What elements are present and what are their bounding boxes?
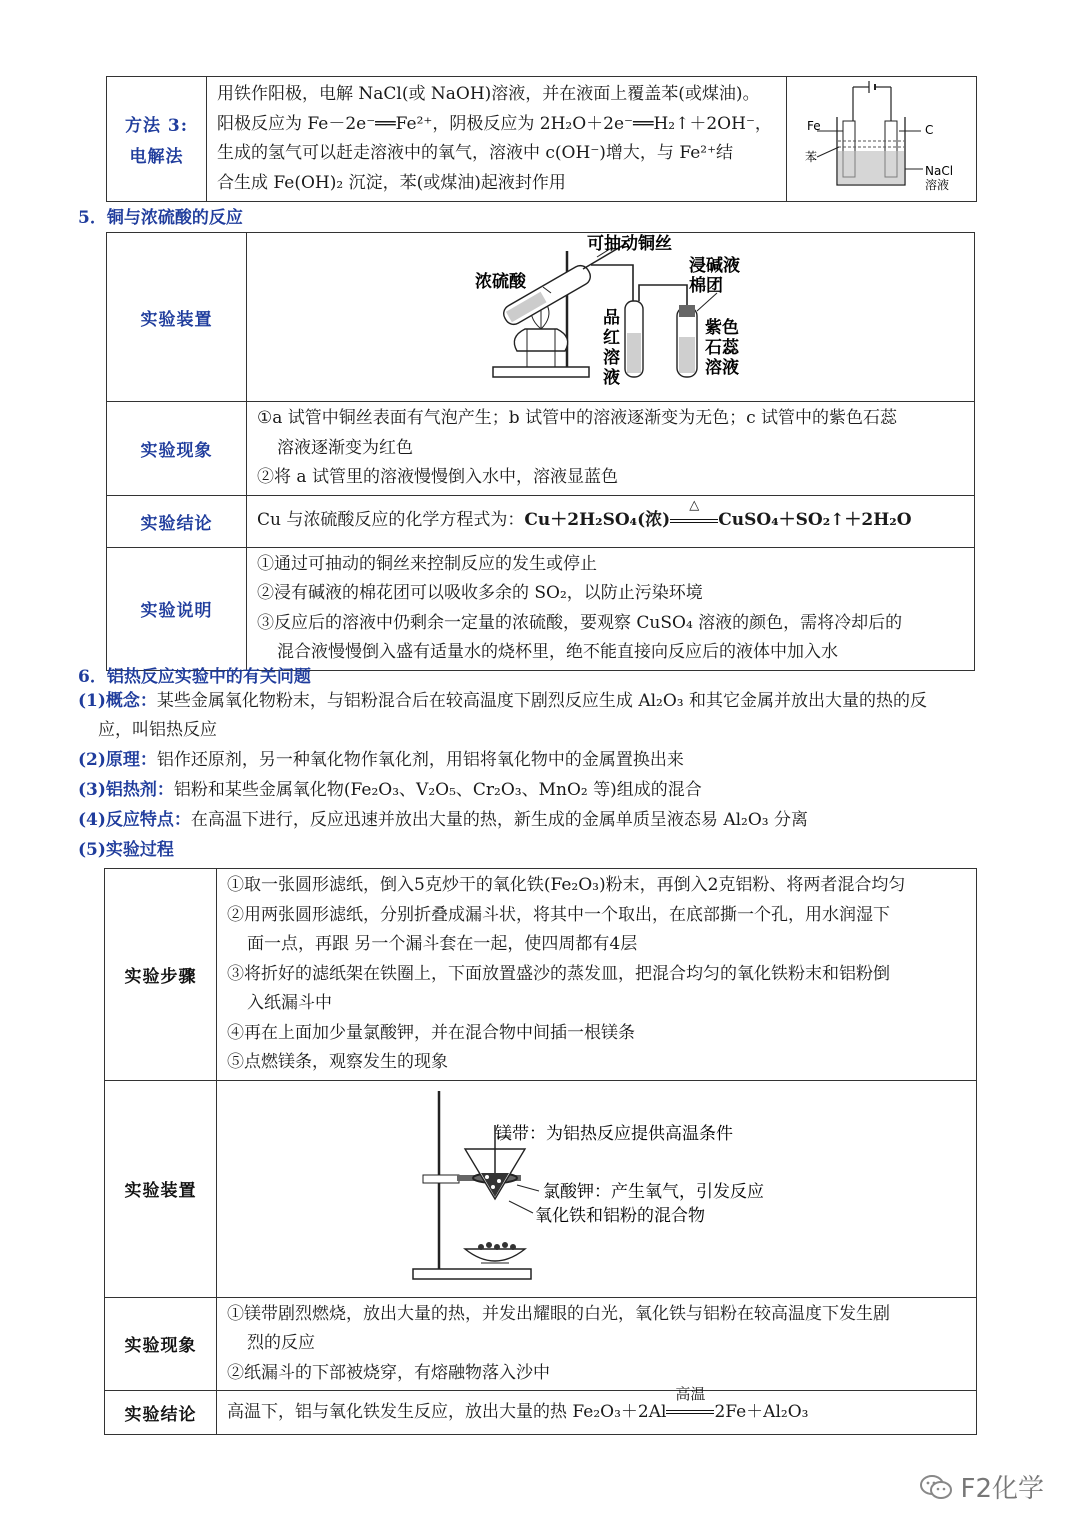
process-head: (5)实验过程 [78, 840, 174, 860]
sec6-concept [78, 687, 1020, 717]
electrolysis-figure [787, 77, 975, 197]
sec5-notes [247, 547, 975, 670]
sec5-setup-label: 实验装置 [107, 233, 247, 402]
features-body: 在高温下进行，反应迅速并放出大量的热，新生成的金属单质呈液态易 Al₂O₃ 分离 [190, 810, 809, 830]
sec6-steps-label: 实验步骤 [105, 869, 217, 1081]
note-line: ①通过可抽动的铜丝来控制反应的发生或停止 [257, 553, 597, 574]
equation-right: CuSO₄＋SO₂↑＋2H₂O [718, 510, 912, 531]
note-line: ③反应后的溶液中仍剩余一定量的浓硫酸，要观察 CuSO₄ 溶液的颜色，需将冷却后的 [257, 612, 903, 633]
heat-mark: △ [689, 498, 700, 514]
fig-label-cotton1: 浸碱液 [689, 256, 740, 276]
method3-line: 用铁作阳极，电解 NaCl(或 NaOH)溶液，并在液面上覆盖苯(或煤油)。 [217, 84, 760, 104]
fig-label-pinhong: 液 [603, 368, 620, 388]
fig-label-purple: 紫色 [705, 318, 739, 338]
fig-label-copper-wire: 可抽动铜丝 [587, 234, 672, 254]
sec5-note-label: 实验说明 [107, 547, 247, 670]
section6-title: 6．铝热反应实验中的有关问题 [78, 667, 311, 687]
section5-title: 5．铜与浓硫酸的反应 [78, 208, 243, 228]
conclusion-prefix: Cu 与浓硫酸反应的化学方程式为： [257, 510, 525, 531]
conclusion-prefix: 高温下，铝与氧化铁发生反应，放出大量的热 Fe₂O₃＋2Al [227, 1401, 667, 1422]
sec6-principle [78, 746, 1020, 776]
principle-head: (2)原理： [78, 750, 157, 770]
sec5-phenomenon [247, 402, 975, 496]
fig-label-purple: 溶液 [705, 358, 739, 378]
high-temp-mark: 高温 [675, 1384, 706, 1403]
sec6-conclusion [217, 1384, 977, 1435]
fig-label-pinhong: 溶 [603, 348, 620, 368]
phenomenon-line: 溶液逐渐变为红色 [277, 437, 413, 458]
thermite-apparatus-figure [217, 1081, 977, 1293]
method3-text [207, 77, 787, 202]
features-head: (4)反应特点： [78, 810, 191, 830]
watermark-text: F2化学 [960, 1474, 1044, 1504]
fig-label-kclo3: 氯酸钾：产生氧气，引发反应 [543, 1181, 764, 1202]
thermite-head: (3)铝热剂： [78, 780, 174, 800]
fig-label-solution: 溶液 [925, 178, 950, 192]
phenomenon-line: ②将 a 试管里的溶液慢慢倒入水中，溶液显蓝色 [257, 467, 618, 487]
fig-label-pinhong: 红 [603, 328, 620, 348]
step-line: ③将折好的滤纸架在铁圈上，下面放置盛沙的蒸发皿，把混合均匀的氧化铁粉末和铝粉倒 [227, 963, 890, 984]
step-line: 入纸漏斗中 [247, 993, 332, 1013]
method3-line: 合生成 Fe(OH)₂ 沉淀，苯(或煤油)起液封作用 [217, 172, 566, 193]
step-line: 面一点，再跟 另一个漏斗套在一起，使四周都有4层 [247, 934, 638, 954]
section6-table [104, 868, 977, 1435]
copper-apparatus-cell [247, 233, 975, 402]
thermite-body: 铝粉和某些金属氧化物(Fe₂O₃、V₂O₅、Cr₂O₃、MnO₂ 等)组成的混合 [173, 780, 702, 800]
step-line: ④再在上面加少量氯酸钾，并在混合物中间插一根镁条 [227, 1022, 635, 1043]
section5-table [106, 232, 975, 671]
sec6-phenomenon-label: 实验现象 [105, 1297, 217, 1391]
concept-head: (1)概念： [78, 691, 157, 711]
method3-line: 阳极反应为 Fe－2e⁻══Fe²⁺，阴极反应为 2H₂O＋2e⁻══H₂↑＋2OH⁻， [217, 113, 772, 134]
fig-label-ben: 苯 [805, 150, 818, 164]
fig-label-acid: 浓硫酸 [475, 272, 526, 292]
sec6-features [78, 806, 1020, 836]
sec6-steps [217, 869, 977, 1081]
equation-right: 2Fe＋Al₂O₃ [714, 1401, 809, 1422]
heat-condition [670, 498, 718, 536]
method3-table [106, 76, 977, 202]
step-line: ①取一张圆形滤纸，倒入5克炒干的氧化铁(Fe₂O₃)粉末，再倒入2克铝粉、将两者混合均匀 [227, 875, 906, 895]
thermite-apparatus-cell [217, 1080, 977, 1297]
sec5-conclusion [247, 495, 975, 547]
method3-label-line1: 方法 3: [124, 116, 189, 136]
watermark [919, 1468, 1045, 1505]
wechat-icon [919, 1473, 953, 1501]
fig-label-nacl: NaCl [925, 164, 954, 178]
method3-label [107, 77, 207, 202]
fig-label-c: C [925, 123, 934, 137]
note-line: 混合液慢慢倒入盛有适量水的烧杯里，绝不能直接向反应后的液体中加入水 [277, 642, 838, 662]
fig-label-fe: Fe [807, 119, 821, 133]
sec6-conclusion-label: 实验结论 [105, 1391, 217, 1435]
sec6-process [78, 836, 1020, 866]
fig-label-mg: 镁带：为铝热反应提供高温条件 [495, 1123, 733, 1144]
fig-label-pinhong: 品 [603, 308, 620, 328]
sec6-setup-label: 实验装置 [105, 1080, 217, 1297]
phenomenon-line: ②纸漏斗的下部被烧穿，有熔融物落入沙中 [227, 1362, 550, 1383]
method3-line: 生成的氢气可以赶走溶液中的氧气，溶液中 c(OH⁻)增大，与 Fe²⁺结 [217, 143, 734, 163]
sec6-phenomenon [217, 1297, 977, 1391]
sec5-conclusion-label: 实验结论 [107, 495, 247, 547]
concept-cont: 应，叫铝热反应 [98, 720, 217, 740]
sec5-phenomenon-label: 实验现象 [107, 402, 247, 496]
step-line: ⑤点燃镁条，观察发生的现象 [227, 1052, 448, 1072]
fig-label-cotton2: 棉团 [689, 276, 723, 296]
high-temp-condition [666, 1384, 714, 1428]
copper-apparatus-figure [247, 233, 975, 397]
sec6-concept-cont [98, 716, 1020, 746]
fig-label-mix: 氧化铁和铝粉的混合物 [535, 1205, 705, 1226]
electrolysis-figure-cell [787, 77, 977, 202]
phenomenon-line: ①a 试管中铜丝表面有气泡产生；b 试管中的溶液逐渐变为无色；c 试管中的紫色石蕊 [257, 408, 897, 428]
equation-left: Cu＋2H₂SO₄(浓) [524, 510, 671, 531]
concept-body: 某些金属氧化物粉末，与铝粉混合后在较高温度下剧烈反应生成 Al₂O₃ 和其它金属并放出大量的热的反 [156, 691, 928, 711]
step-line: ②用两张圆形滤纸，分别折叠成漏斗状，将其中一个取出，在底部撕一个孔，用水润湿下 [227, 904, 890, 925]
principle-body: 铝作还原剂，另一种氧化物作氧化剂，用铝将氧化物中的金属置换出来 [156, 750, 684, 770]
fig-label-purple: 石蕊 [705, 338, 739, 358]
phenomenon-line: 烈的反应 [247, 1333, 315, 1353]
method3-label-line2: 电解法 [129, 147, 184, 167]
sec6-thermite [78, 776, 1020, 806]
note-line: ②浸有碱液的棉花团可以吸收多余的 SO₂，以防止污染环境 [257, 583, 703, 603]
phenomenon-line: ①镁带剧烈燃烧，放出大量的热，并发出耀眼的白光，氧化铁与铝粉在较高温度下发生剧 [227, 1303, 890, 1324]
